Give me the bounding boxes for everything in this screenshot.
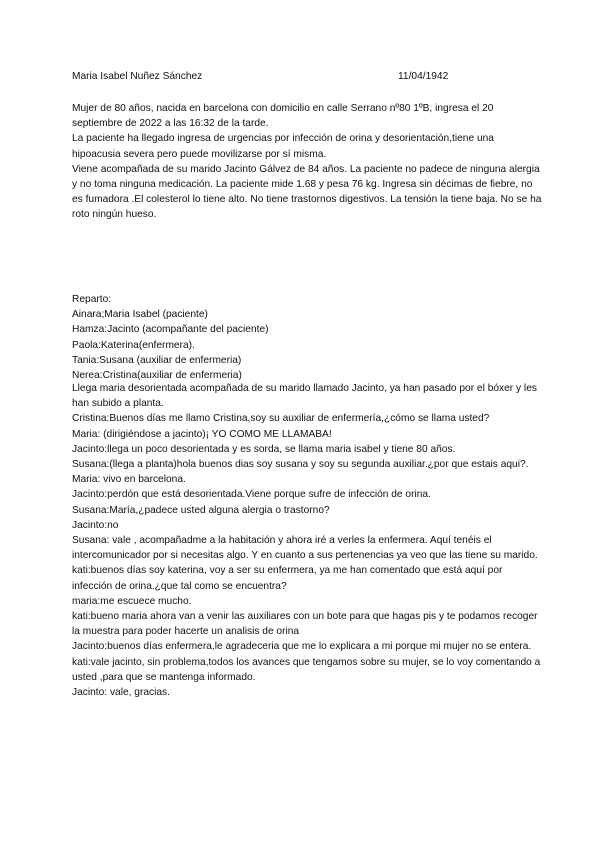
dialogue-line: Llega maria desorientada acompañada de su marido llamado Jacinto, ya han pasado por el bóxer y les han subido a planta. [72,383,537,410]
dialogue-line: Susana:(llega a planta)hola buenos dias soy susana y soy su segunda auxiliar.¿por que estais aqui?. [72,459,529,471]
cast-line: Ainara;Maria Isabel (paciente) [72,309,208,321]
case-description [72,101,542,223]
dialogue-line: Jacinto: vale, gracias. [72,687,170,699]
document-header [72,71,532,86]
dialogue-line: kati:vale jacinto, sin problema,todos los avances que tengamos sobre su mujer, se lo voy comentando a usted ,para que se mantenga informado. [72,656,541,683]
cast-line: Nerea:Cristina(auxiliar de enfermeria) [72,370,242,382]
dialogue-line: kati:buenos días soy katerina, voy a ser su enfermera, ya me han comentado que está aquí por infección de orina.¿que tal como se encuentra? [72,565,503,592]
dialogue-line: Cristina:Buenos días me llamo Cristina,soy su auxiliar de enfermería,¿cómo se llama usted? [72,413,490,425]
dialogue-line: Jacinto:buenos días enfermera,le agradeceria que me lo explicara a mi porque mi mujer no se entera. [72,641,532,653]
dialogue-script [72,381,542,700]
patient-name: Maria Isabel Nuñez Sánchez [72,71,203,82]
dialogue-line: Susana:María,¿padece usted alguna alergia o trastorno? [72,504,330,516]
dialogue-line: Susana: vale , acompañadme a la habitación y ahora iré a verles la enfermera. Aquí tenéis el intercomunicador por si necesitas algo. Y en cuanto a sus pertenencias ya veo que las tiene su marido. [72,535,538,562]
cast-line: Tania:Susana (auxiliar de enfermeria) [72,354,242,366]
intro-paragraph: Viene acompañada de su marido Jacinto Gálvez de 84 años. La paciente no padece de ninguna alergia y no toma ninguna medicación. La paciente mide 1.68 y pesa 76 kg. Ingresa sin décimas de fiebre, no es fumadora .El colesterol lo tiene alto. No tiene trastornos digestivos. La tensión la tiene baja. No se ha roto ningún hueso. [72,163,542,221]
cast-line: Hamza:Jacinto (acompañante del paciente) [72,324,269,336]
birth-date: 11/04/1942 [398,71,449,82]
cast-line: Paola:Katerina(enfermera). [72,339,195,351]
intro-paragraph: Mujer de 80 años, nacida en barcelona con domicilio en calle Serrano nº80 1ºB, ingresa el 20 septiembre de 2022 a las 16:32 de la tarde. [72,103,494,130]
cast-list [72,292,542,383]
dialogue-line: Jacinto:perdón que está desorientada.Viene porque sufre de infección de orina. [72,489,431,501]
dialogue-line: kati:bueno maria ahora van a venir las auxiliares con un bote para que hagas pis y te podamos recoger la muestra para poder hacerte un analisis de orina [72,611,538,638]
dialogue-line: Jacinto:llega un poco desorientada y es sorda, se llama maria isabel y tiene 80 años. [72,443,456,455]
cast-title: Reparto: [72,294,112,305]
dialogue-line: Maria: (dirigiéndose a jacinto)¡ YO COMO ME LLAMABA! [72,428,332,440]
dialogue-line: maria:me escuece mucho. [72,595,192,607]
dialogue-line: Maria: vivo en barcelona. [72,474,186,486]
intro-paragraph: La paciente ha llegado ingresa de urgencias por infección de orina y desorientación,tiene una hipoacusia severa pero puede movilizarse por sí misma. [72,133,494,160]
dialogue-line: Jacinto:no [72,519,119,531]
